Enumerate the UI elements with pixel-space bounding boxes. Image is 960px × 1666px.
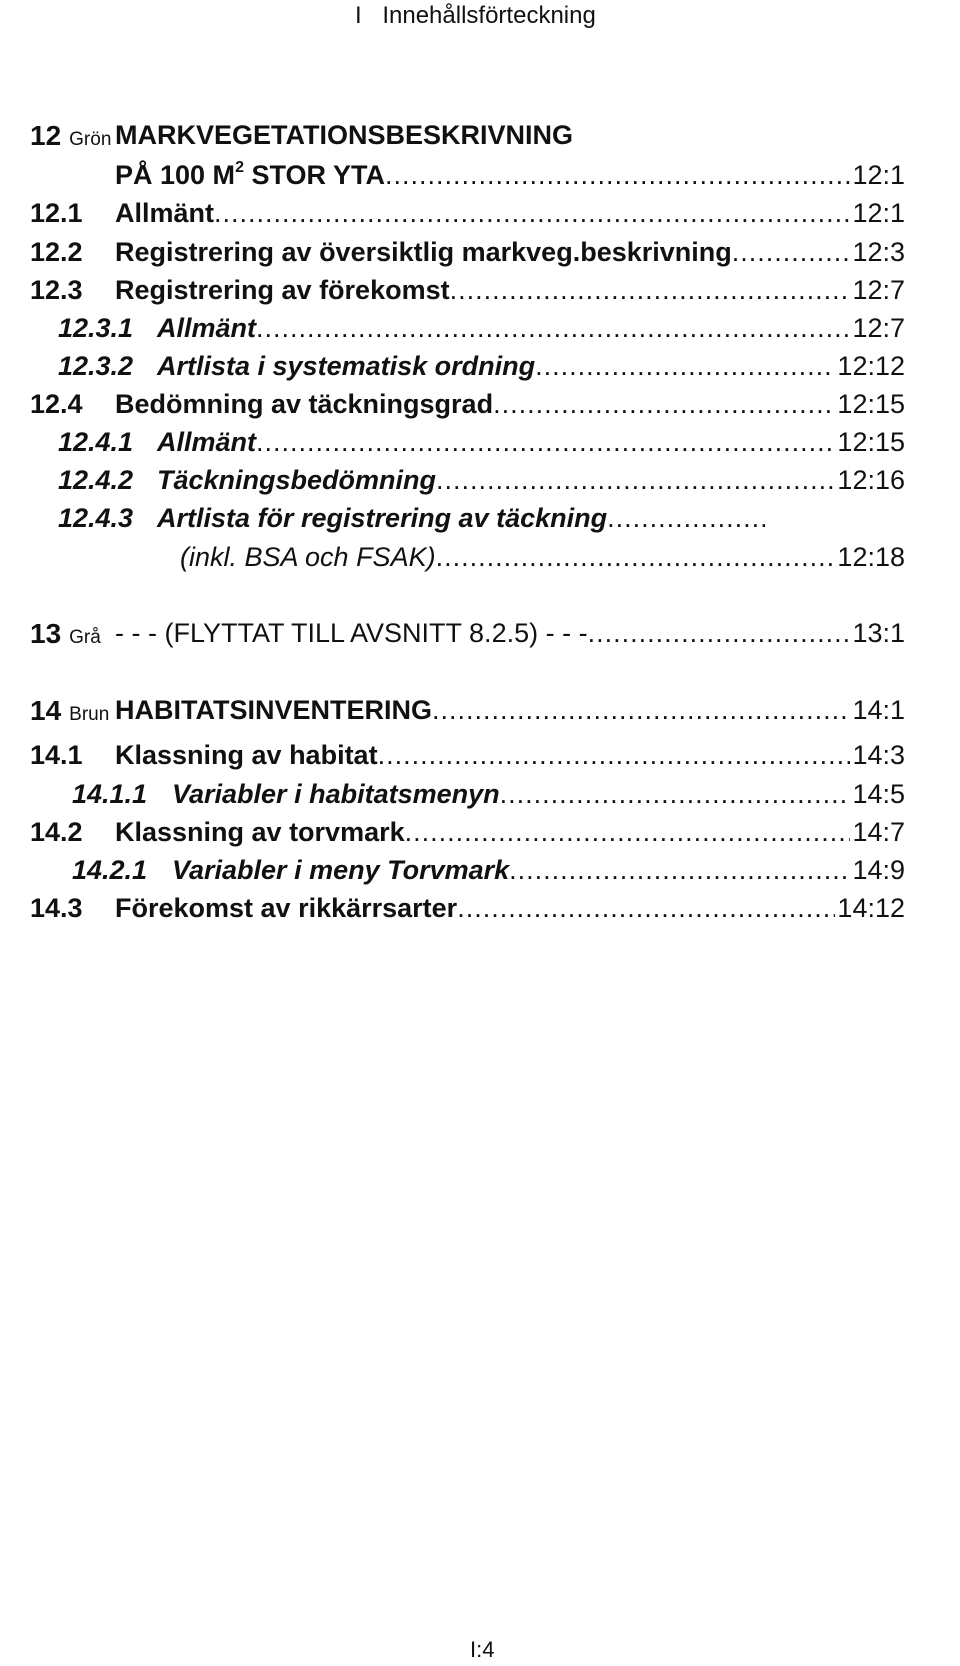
entry-number: 12.4.2 <box>58 465 134 495</box>
entry-title: Täckningsbedömning <box>157 465 437 495</box>
entry-title: Allmänt <box>115 198 215 228</box>
page-ref: 12:3 <box>852 237 905 267</box>
dot-leader <box>535 351 835 382</box>
page-ref: 14:5 <box>852 779 905 809</box>
toc-chapter-12[interactable] <box>0 120 960 160</box>
toc-entry[interactable] <box>0 817 960 857</box>
page-ref: 14:7 <box>852 817 905 847</box>
toc-entry[interactable] <box>0 237 960 277</box>
entry-number: 12.3 <box>30 275 83 305</box>
entry-leader <box>115 198 905 229</box>
chapter-title-leader <box>115 695 905 726</box>
chapter-number-block <box>30 120 111 152</box>
toc-entry[interactable] <box>0 740 960 780</box>
entry-title: Variabler i meny Torvmark <box>172 855 510 885</box>
dot-leader <box>432 695 850 726</box>
entry-number: 12.1 <box>30 198 83 228</box>
dot-leader <box>436 465 835 496</box>
toc-entry[interactable] <box>0 198 960 238</box>
entry-leader <box>157 313 905 344</box>
toc-entry[interactable] <box>0 275 960 315</box>
entry-leader <box>115 740 905 771</box>
toc-chapter-13[interactable] <box>0 618 960 658</box>
entry-number: 12.4.3 <box>58 503 134 533</box>
page-ref: 14:3 <box>852 740 905 770</box>
entry-number: 12.3.2 <box>58 351 134 381</box>
entry-number: 12.2 <box>30 237 83 267</box>
dot-leader <box>385 160 850 191</box>
toc-entry[interactable] <box>0 503 960 543</box>
chapter-number-block <box>30 618 101 650</box>
toc-entry[interactable] <box>0 893 960 933</box>
dot-leader <box>607 503 765 534</box>
entry-title: Artlista för registrering av täckning <box>157 503 608 533</box>
page-ref: 14:1 <box>852 695 905 725</box>
chapter-title: - - - (FLYTTAT TILL AVSNITT 8.2.5) - - - <box>115 618 588 648</box>
page-number: I:4 <box>470 1637 495 1662</box>
toc-entry[interactable] <box>0 313 960 353</box>
entry-title: Klassning av habitat <box>115 740 378 770</box>
entry-title: Variabler i habitatsmenyn <box>172 779 500 809</box>
entry-number: 14.2.1 <box>72 855 148 885</box>
page-ref: 12:15 <box>837 427 905 457</box>
page-ref: 12:18 <box>837 542 905 572</box>
entry-leader <box>157 465 905 496</box>
dot-leader <box>436 542 836 573</box>
page-ref: 12:7 <box>852 313 905 343</box>
toc-chapter-14[interactable] <box>0 695 960 735</box>
toc-entry[interactable] <box>0 779 960 819</box>
chapter-number: 14 <box>30 695 62 726</box>
entry-leader <box>157 503 765 534</box>
entry-number: 14.2 <box>30 817 83 847</box>
dot-leader <box>500 779 851 810</box>
entry-title: Registrering av översiktlig markveg.beskrivning <box>115 237 732 267</box>
entry-number: 12.3.1 <box>58 313 134 343</box>
dot-leader <box>732 237 851 268</box>
entry-title: Registrering av förekomst <box>115 275 450 305</box>
entry-title-cont: (inkl. BSA och FSAK) <box>180 542 436 572</box>
entry-leader <box>115 275 905 306</box>
entry-title: Allmänt <box>157 427 257 457</box>
entry-number: 14.3 <box>30 893 83 923</box>
chapter-title: MARKVEGETATIONSBESKRIVNING <box>115 120 574 150</box>
entry-number: 12.4 <box>30 389 83 419</box>
chapter-number-block <box>30 695 109 727</box>
chapter-color-label: Grå <box>69 627 101 648</box>
entry-title: Allmänt <box>157 313 257 343</box>
chapter-color-label: Brun <box>69 704 110 725</box>
chapter-color-label: Grön <box>69 129 112 150</box>
dot-leader <box>588 618 851 649</box>
entry-leader <box>115 237 905 268</box>
entry-title: Förekomst av rikkärrsarter <box>115 893 458 923</box>
entry-leader <box>115 389 905 420</box>
chapter-title-leader <box>115 618 905 649</box>
chapter-number: 12 <box>30 120 62 151</box>
toc-entry-cont[interactable] <box>0 542 960 582</box>
header-title: Innehållsförteckning <box>382 2 596 29</box>
entry-leader <box>115 893 905 924</box>
entry-leader <box>172 779 905 810</box>
entry-number: 14.1.1 <box>72 779 148 809</box>
entry-number: 14.1 <box>30 740 83 770</box>
toc-entry[interactable] <box>0 855 960 895</box>
page-ref: 12:7 <box>852 275 905 305</box>
entry-title: Klassning av torvmark <box>115 817 405 847</box>
dot-leader <box>457 893 835 924</box>
chapter-title: HABITATSINVENTERING <box>115 695 432 725</box>
toc-entry[interactable] <box>0 427 960 467</box>
chapter-title-cont: PÅ 100 $M^2$ STOR YTA <box>115 159 385 190</box>
page-ref: 12:16 <box>837 465 905 495</box>
header-section: I <box>355 2 362 29</box>
dot-leader <box>256 313 850 344</box>
toc-entry[interactable] <box>0 351 960 391</box>
entry-title: Artlista i systematisk ordning <box>157 351 536 381</box>
toc-entry[interactable] <box>0 465 960 505</box>
dot-leader <box>450 275 851 306</box>
chapter-title-leader <box>115 160 905 191</box>
dot-leader <box>256 427 835 458</box>
chapter-number: 13 <box>30 618 62 649</box>
entry-leader <box>157 427 905 458</box>
entry-number: 12.4.1 <box>58 427 134 457</box>
page-ref: 12:15 <box>837 389 905 419</box>
dot-leader <box>378 740 851 771</box>
entry-leader <box>157 351 905 382</box>
page-ref: 14:12 <box>837 893 905 923</box>
toc-entry[interactable] <box>0 389 960 429</box>
entry-leader <box>172 855 905 886</box>
toc-chapter-12-cont[interactable] <box>0 160 960 200</box>
page-ref: 13:1 <box>852 618 905 648</box>
dot-leader <box>405 817 851 848</box>
page-ref: 12:1 <box>852 198 905 228</box>
dot-leader <box>493 389 835 420</box>
page-ref: 12:1 <box>852 160 905 190</box>
page-ref: 12:12 <box>837 351 905 381</box>
entry-leader <box>115 817 905 848</box>
entry-leader <box>180 542 905 573</box>
dot-leader <box>214 198 850 229</box>
entry-title: Bedömning av täckningsgrad <box>115 389 494 419</box>
dot-leader <box>509 855 850 886</box>
page-header <box>355 2 596 30</box>
page-ref: 14:9 <box>852 855 905 885</box>
